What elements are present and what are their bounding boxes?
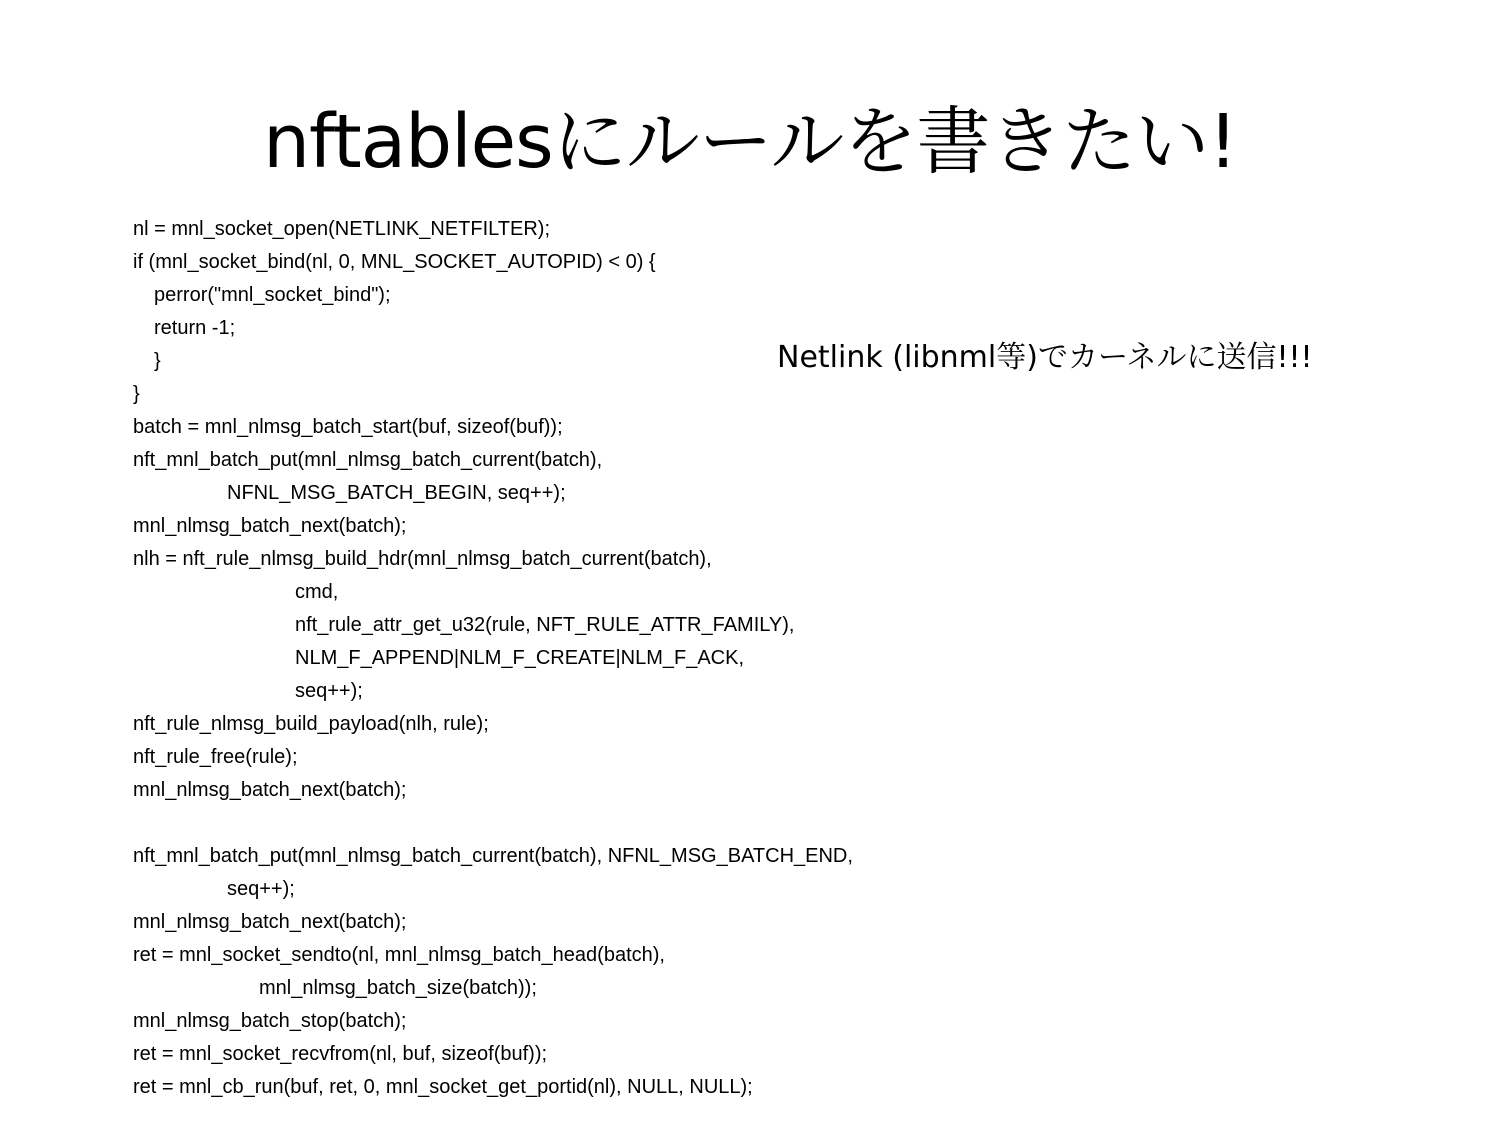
code-line: seq++); [295, 680, 363, 702]
slide-annotation: Netlink (libnml等)でカーネルに送信!!! [777, 340, 1313, 375]
code-line: NLM_F_APPEND|NLM_F_CREATE|NLM_F_ACK, [295, 647, 745, 669]
code-line: nft_rule_attr_get_u32(rule, NFT_RULE_ATTR_FAMILY), [295, 614, 795, 636]
code-line: } [154, 350, 161, 372]
code-line: nft_rule_nlmsg_build_payload(nlh, rule); [133, 713, 489, 735]
code-line: ret = mnl_cb_run(buf, ret, 0, mnl_socket_get_portid(nl), NULL, NULL); [133, 1076, 753, 1098]
code-line: ret = mnl_socket_sendto(nl, mnl_nlmsg_batch_head(batch), [133, 944, 665, 966]
code-line: nft_rule_free(rule); [133, 746, 298, 768]
code-line: nl = mnl_socket_open(NETLINK_NETFILTER); [133, 218, 551, 240]
code-line: } [133, 383, 140, 405]
slide-title: nftablesにルールを書きたい! [263, 99, 1237, 185]
code-line: NFNL_MSG_BATCH_BEGIN, seq++); [227, 482, 566, 504]
code-line: mnl_nlmsg_batch_stop(batch); [133, 1010, 407, 1032]
code-line: batch = mnl_nlmsg_batch_start(buf, sizeof(buf)); [133, 416, 563, 438]
code-line: nft_mnl_batch_put(mnl_nlmsg_batch_current(batch), NFNL_MSG_BATCH_END, [133, 845, 853, 867]
code-line: mnl_nlmsg_batch_next(batch); [133, 779, 407, 801]
code-line: seq++); [227, 878, 295, 900]
code-line: mnl_nlmsg_batch_next(batch); [133, 911, 407, 933]
code-line: ret = mnl_socket_recvfrom(nl, buf, sizeof(buf)); [133, 1043, 548, 1065]
code-line: return -1; [154, 317, 236, 339]
code-line: nlh = nft_rule_nlmsg_build_hdr(mnl_nlmsg_batch_current(batch), [133, 548, 712, 570]
code-block [133, 213, 853, 1104]
code-line: mnl_nlmsg_batch_size(batch)); [259, 977, 537, 999]
code-line: nft_mnl_batch_put(mnl_nlmsg_batch_current(batch), [133, 449, 603, 471]
code-line: perror("mnl_socket_bind"); [154, 284, 391, 306]
code-line: mnl_nlmsg_batch_next(batch); [133, 515, 407, 537]
code-line [133, 807, 853, 840]
code-line: cmd, [295, 581, 339, 603]
code-line: if (mnl_socket_bind(nl, 0, MNL_SOCKET_AUTOPID) < 0) { [133, 251, 656, 273]
